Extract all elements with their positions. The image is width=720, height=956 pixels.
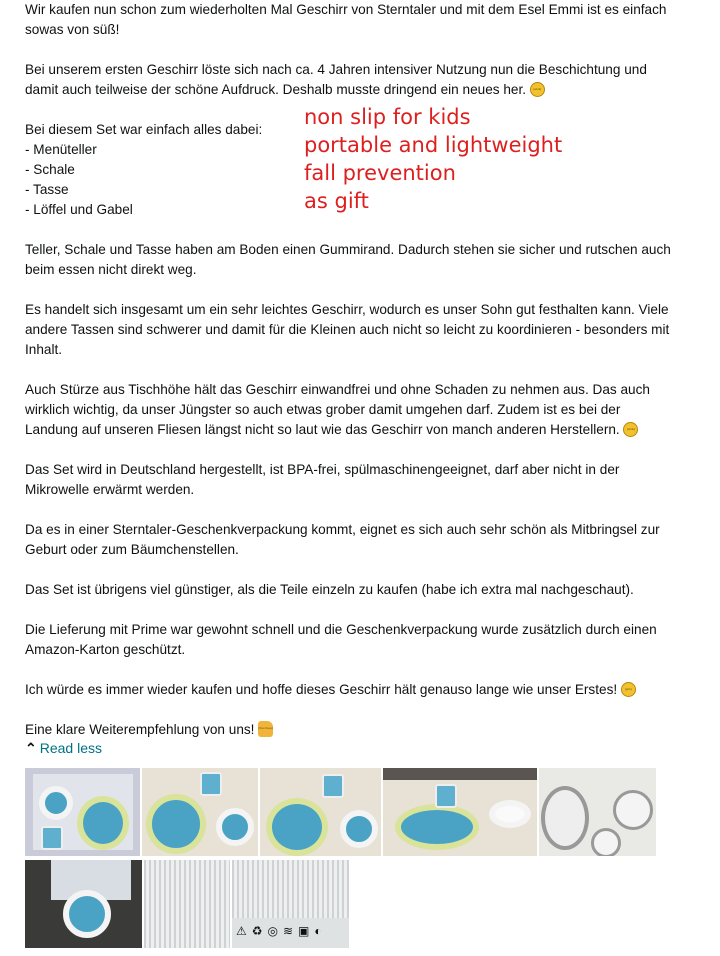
review-paragraph: [25, 720, 715, 740]
review-line: Bei unserem ersten Geschirr löste sich nach ca. 4 Jahren intensiver Nutzung nun die Beschichtung und: [25, 62, 647, 77]
annotation-line: fall prevention: [304, 161, 456, 185]
review-image-6[interactable]: [25, 860, 142, 948]
review-line: Es handelt sich insgesamt um ein sehr leichtes Geschirr, wodurch es unser Sohn gut festhalten kann. Viele: [25, 302, 669, 317]
review-line: - Löffel und Gabel: [25, 202, 133, 217]
review-image-4[interactable]: [383, 768, 537, 856]
wink-emoji-icon: [wink]: [623, 422, 638, 437]
review-line: Teller, Schale und Tasse haben am Boden einen Gummirand. Dadurch stehen sie sicher und rutschen auch: [25, 242, 671, 257]
review-line: Das Set wird in Deutschland hergestellt, ist BPA-frei, spülmaschinengeeignet, darf aber nicht in der: [25, 462, 620, 477]
review-line: Eine klare Weiterempfehlung von uns! [thumbsup]: [25, 722, 274, 737]
review-line: Wir kaufen nun schon zum wiederholten Mal Geschirr von Sterntaler und mit dem Esel Emmi ist es einfach: [25, 2, 667, 17]
review-paragraph: [25, 0, 715, 40]
review-image-7[interactable]: [144, 860, 230, 948]
review-image-5[interactable]: [539, 768, 656, 856]
review-line: - Menüteller: [25, 142, 97, 157]
wink-emoji-icon: [wink]: [530, 82, 545, 97]
review-line: wirklich wichtig, da unser Jüngster so auch etwas grober damit umgehen darf. Zudem ist es bei der: [25, 402, 621, 417]
review-paragraph: [25, 60, 715, 100]
review-line: Auch Stürze aus Tischhöhe hält das Geschirr einwandfrei und ohne Schaden zu nehmen aus. Das auch: [25, 382, 650, 397]
review-paragraph: [25, 240, 715, 280]
review-paragraph: [25, 680, 715, 700]
review-paragraph: [25, 300, 715, 360]
annotation-line: as gift: [304, 189, 369, 213]
review-line: Geburt oder zum Bäumchenstellen.: [25, 542, 239, 557]
thumbsup-emoji-icon: [thumbsup]: [258, 721, 273, 737]
review-line: Amazon-Karton geschützt.: [25, 642, 186, 657]
review-paragraph: [25, 580, 715, 600]
review-line: Mikrowelle erwärmt werden.: [25, 482, 195, 497]
review-line: Landung auf unseren Fliesen längst nicht so laut wie das Geschirr von manch anderen Herstellern. [wink]: [25, 420, 715, 440]
review-line: Ich würde es immer wieder kaufen und hoffe dieses Geschirr hält genauso lange wie unser Erstes! [grin]: [25, 680, 715, 700]
review-line: sowas von süß!: [25, 22, 120, 37]
chevron-up-icon: ⌃: [25, 740, 37, 756]
review-line: Inhalt.: [25, 342, 63, 357]
review-image-8[interactable]: [232, 860, 349, 948]
review-paragraph: [25, 380, 715, 440]
review-line: andere Tassen sind schwerer und damit für die Kleinen auch nicht so leicht zu koordinieren - besonders mit: [25, 322, 670, 337]
review-paragraph: [25, 460, 715, 500]
review-line: - Schale: [25, 162, 75, 177]
annotation-line: non slip for kids: [304, 105, 471, 129]
review-line: damit auch teilweise der schöne Aufdruck. Deshalb musste dringend ein neues her. [wink]: [25, 80, 715, 100]
label-symbols-icon: ⚠♻◎≋▣◐: [232, 918, 349, 948]
review-image-1[interactable]: [25, 768, 140, 856]
review-image-3[interactable]: [260, 768, 381, 856]
annotation-overlay: [304, 103, 562, 215]
review-line: Die Lieferung mit Prime war gewohnt schnell und die Geschenkverpackung wurde zusätzlich durch einen: [25, 622, 657, 637]
review-line: Das Set ist übrigens viel günstiger, als die Teile einzeln zu kaufen (habe ich extra mal nachgeschaut).: [25, 582, 634, 597]
review-line: beim essen nicht direkt weg.: [25, 262, 197, 277]
grin-emoji-icon: [grin]: [621, 682, 636, 697]
review-paragraph: [25, 520, 715, 560]
read-less-label: Read less: [39, 740, 102, 756]
review-paragraph: [25, 620, 715, 660]
review-image-2[interactable]: [142, 768, 258, 856]
annotation-line: portable and lightweight: [304, 133, 563, 157]
review-line: Da es in einer Sterntaler-Geschenkverpackung kommt, eignet es sich auch sehr schön als Mitbringsel zur: [25, 522, 660, 537]
read-less-link[interactable]: [25, 740, 102, 757]
review-line: - Tasse: [25, 182, 69, 197]
review-line: Bei diesem Set war einfach alles dabei:: [25, 122, 263, 137]
